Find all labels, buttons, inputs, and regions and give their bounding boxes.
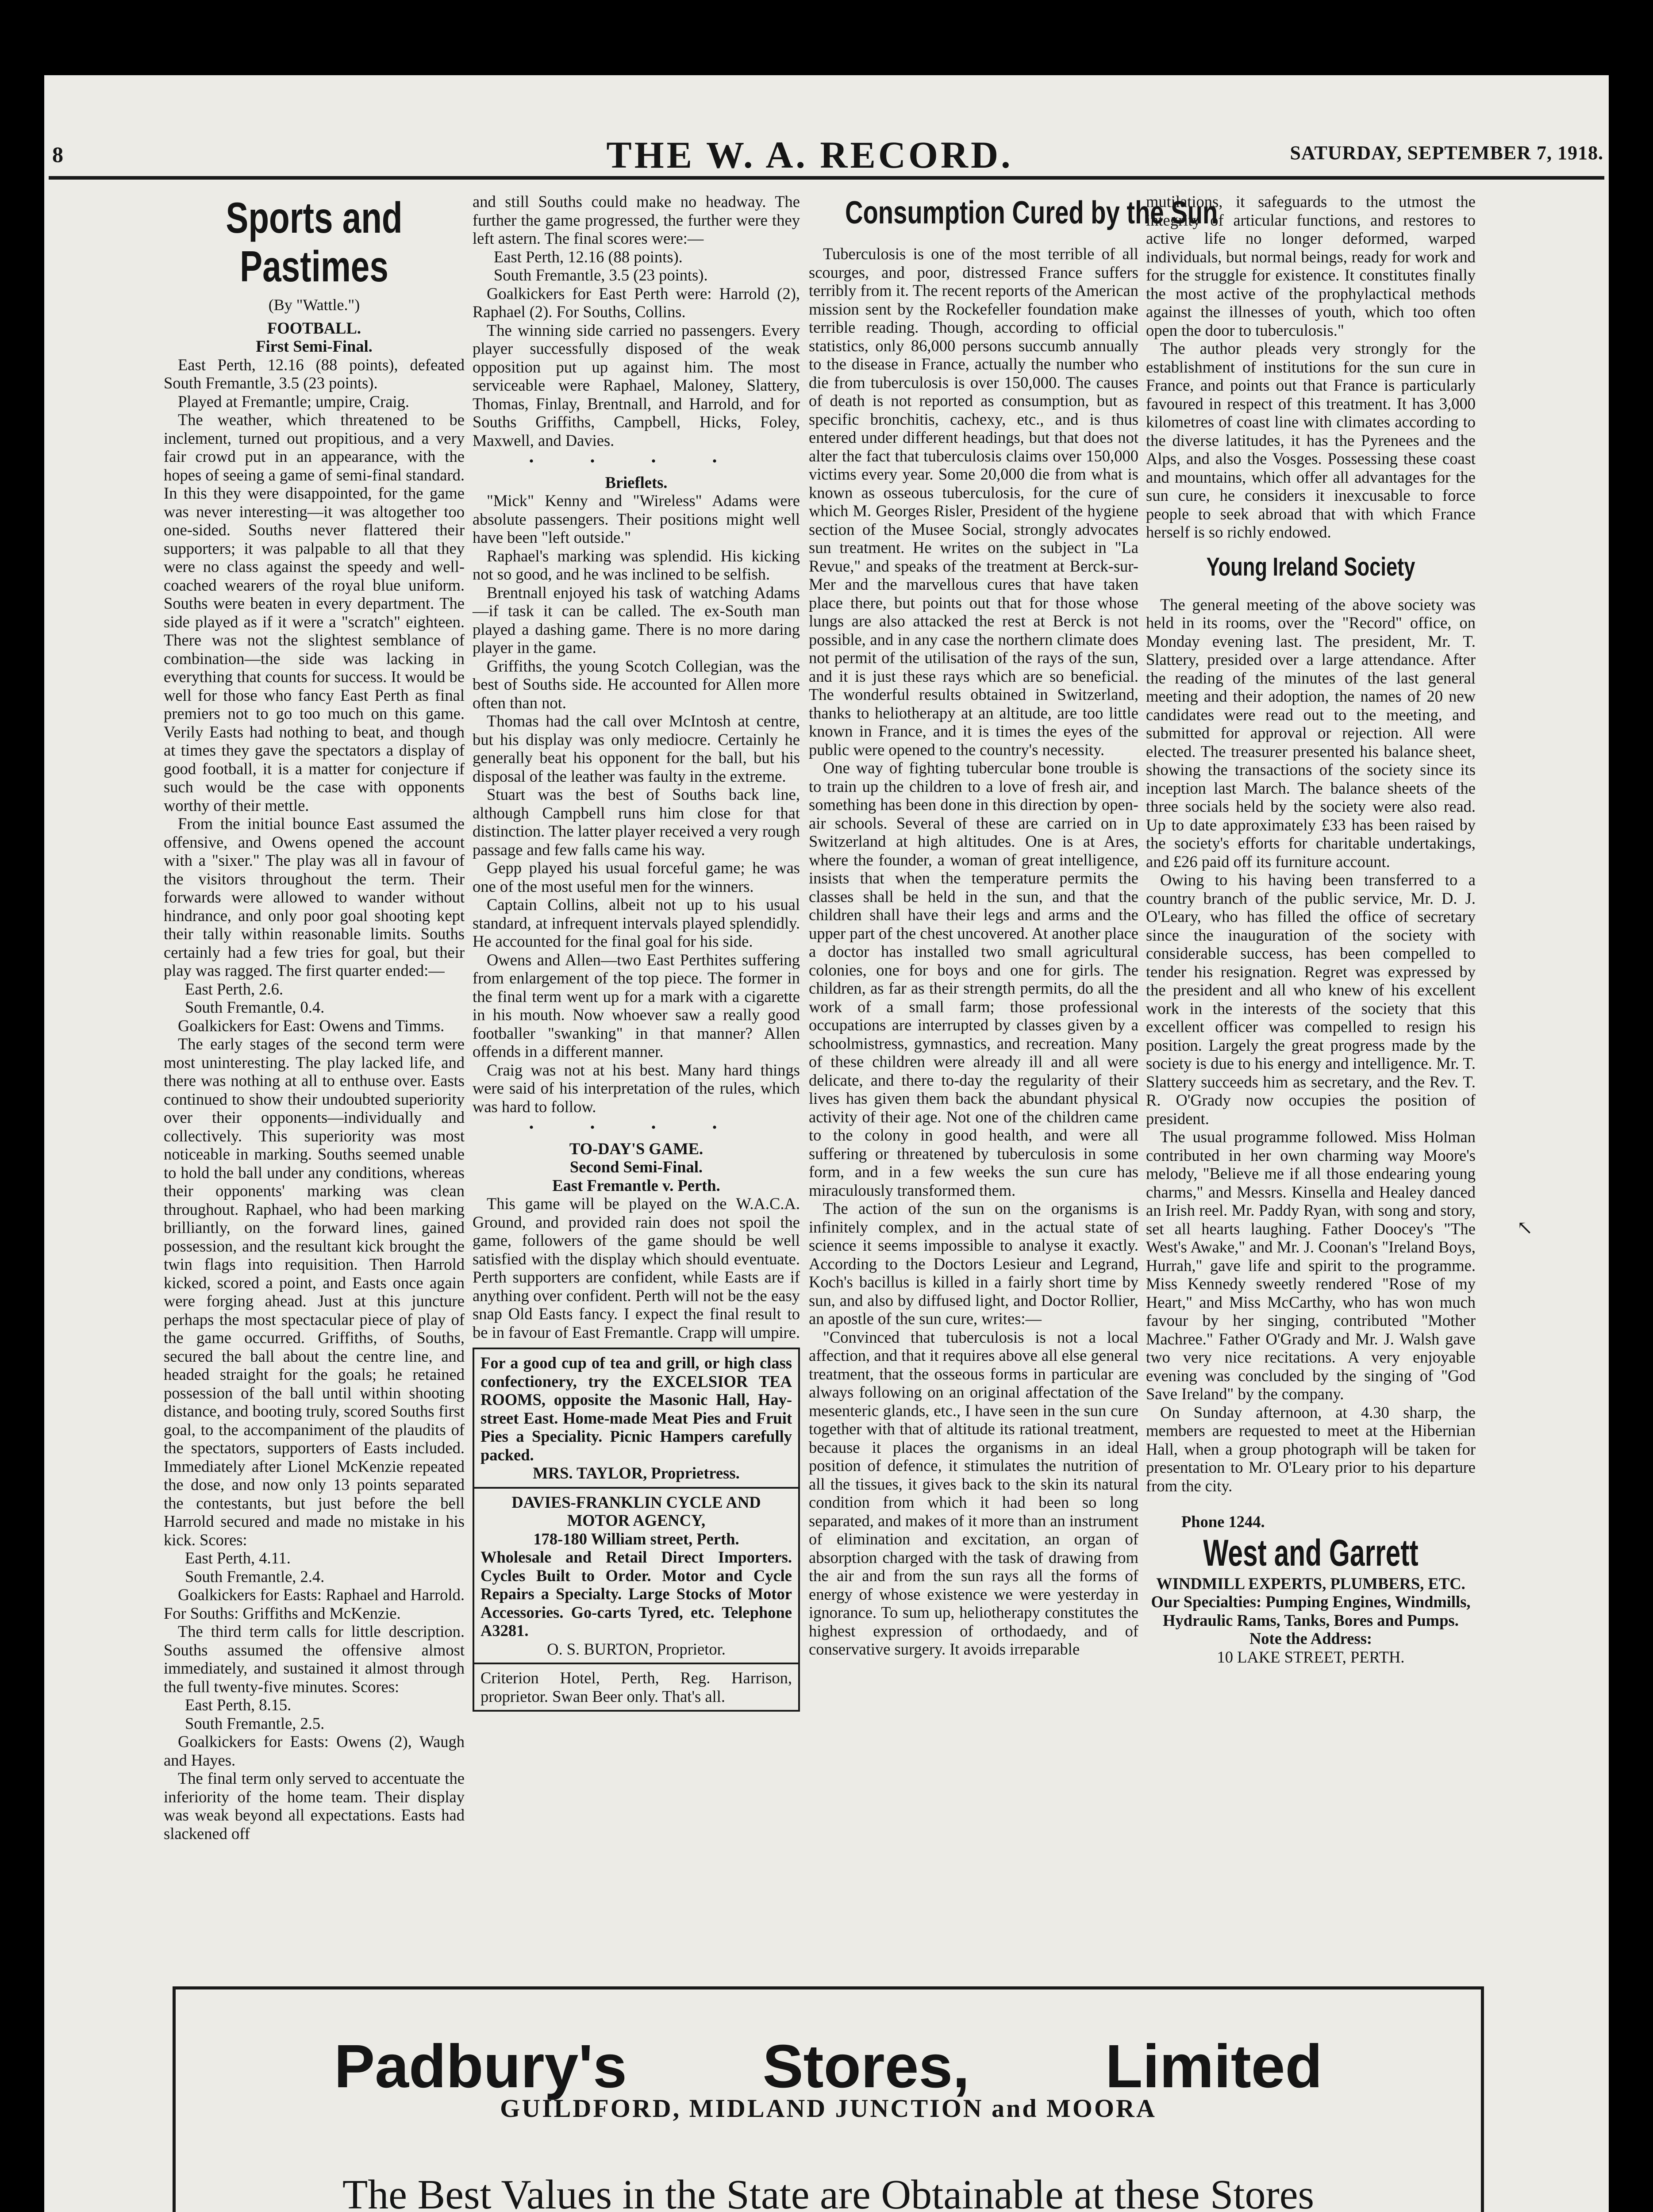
issue-date: SATURDAY, SEPTEMBER 7, 1918.	[1290, 142, 1603, 164]
paragraph: The final term only served to accentuate the inferiority of the home team. Their display was weak beyond all expectations. Easts had slackened off	[164, 1769, 465, 1843]
column-sports	[164, 192, 465, 1984]
score-line: East Perth, 2.6.	[185, 979, 284, 998]
advert-line: Our Specialties: Pumping Engines, Windmills, Hydraulic Rams, Tanks, Bores and Pumps.	[1151, 1593, 1471, 1629]
page-number: 8	[52, 142, 63, 167]
paragraph: East Perth, 12.16 (88 points), defeated South Fremantle, 3.5 (23 points).	[164, 355, 465, 392]
brieflet: "Mick" Kenny and "Wireless" Adams were absolute passengers. Their positions might well have been "left outside."	[473, 492, 800, 546]
score-line: South Fremantle, 2.5.	[185, 1714, 325, 1732]
advert-address: 178-180 William street, Perth.	[533, 1529, 739, 1548]
brieflet: Stuart was the best of Souths back line, although Campbell runs him close for that distinction. The latter player received a very rough passage and few falls came his way.	[473, 785, 800, 859]
advert-text: For a good cup of tea and grill, or high class confectionery, try the EXCELSIOR TEA ROOMS, opposite the Masonic Hall, Hay-street East. Home-made Meat Pies and Fruit Pies a Speciality. Picnic Hampers carefully packed.	[481, 1354, 792, 1464]
advert-line: Note the Address:	[1249, 1629, 1372, 1647]
paragraph: One way of fighting tubercular bone trouble is to train up the children to a love of fresh air, and something has been done in this direction by open-air schools. Several of these are carried on in Switzerland at high altitudes. One is at Ares, where the founder, a woman of great intelligence, insists that when the temperature permits the classes shall be held in the sun, and that the children shall have their legs and arms and the upper part of the chest uncovered. At another place a doctor has installed two small agricultural colonies, one for boys and one for girls. The children, as far as their strength permits, do all the work of a small farm; those professional occupations are interrupted by classes given by a schoolmistress, gymnastics, and recreation. Many of these children were already ill and all were delicate, and there to-day the regularity of their lives has given them back the abundant physical activity of their age. Not one of the children came to the colony in good health, and were all suffering or threatened by tuberculosis in some form, and in a few weeks the sun cure has miraculously transformed them.	[809, 759, 1138, 1199]
brieflet: Owens and Allen—two East Perthites suffering from enlargement of the top piece. The former in the final term went up for a mark with a cigarette in his mouth. Now whoever saw a really good footballer "swanking" in that manner? Allen offends in a different manner.	[473, 950, 800, 1060]
paragraph: From the initial bounce East assumed the offensive, and Owens opened the account with a "sixer." The play was all in favour of the visitors throughout the term. Their forwards were allowed to wander without hindrance, and only poor goal shooting kept their tally within reasonable limits. Souths certainly had a few tries for goal, but their play was ragged. The first quarter ended:—	[164, 814, 465, 979]
subhead-fixture: East Fremantle v. Perth.	[552, 1176, 720, 1194]
advert-text: Wholesale and Retail Direct Importers. Cycles Built to Order. Motor and Cycle Repairs a Specialty. Large Stocks of Motor Accessories. Go-carts Tyred, etc. Telephone A3281.	[481, 1548, 792, 1640]
advert-title	[176, 2032, 1481, 2102]
advert-padburys-stores	[173, 1986, 1484, 2212]
page-header	[44, 133, 1609, 176]
paragraph: On Sunday afternoon, at 4.30 sharp, the members are requested to meet at the Hibernian Hall, when a group photograph will be taken for presentation to Mr. O'Leary prior to his departure from the city.	[1146, 1403, 1476, 1495]
subhead-second-semi: Second Semi-Final.	[569, 1158, 703, 1176]
subhead-first-semi: First Semi-Final.	[256, 337, 373, 355]
score-line: South Fremantle, 0.4.	[185, 998, 325, 1016]
paragraph: and still Souths could make no headway. The further the game progressed, the further were they left astern. The final scores were:—	[473, 192, 800, 247]
byline: (By "Wattle.")	[268, 296, 360, 314]
paragraph: The weather, which threatened to be inclement, turned out propitious, and a very fair crowd put in an appearance, with the hopes of seeing a game of semi-final standard. In this they were disappointed, for the game was never interesting—it was altogether too one-sided. Souths never flattered their supporters; it was palpable to all that they were no class against the speedy and well-coached wearers of the royal blue uniform. Souths were beaten in every department. The side played as if it were a "scratch" eighteen. There was not the slightest semblance of combination—the side was lacking in everything that counts for success. It would be well for those who fancy East Perth as final premiers not to go too much on this game. Verily Easts had nothing to beat, and though at times they gave the spectators a display of good football, it is a matter for conjecture if such would be the case with opponents worthy of their mettle.	[164, 411, 465, 814]
title-word: Limited	[1105, 2032, 1322, 2101]
paragraph: The early stages of the second term were most uninteresting. The play lacked life, and there was nothing at all to enthuse over. Easts continued to show their undoubted superiority over their opponents—individually and collectively. This superiority was most noticeable in marking. Souths seemed unable to hold the ball under any conditions, whereas their opponents' marking was clean throughout. Raphael, who had been marking brilliantly, on the forward lines, gained possession, and the resultant kick brought the twin flags into requisition. Then Harrold kicked, scored a point, and Easts once again were forging ahead. Just at this juncture perhaps the most spectacular piece of play of the game occurred. Griffiths, of Souths, secured the ball about the centre line, and headed straight for the goals; he retained possession of the ball until within shooting distance, and booting truly, scored Souths first goal, to the accompaniment of the plaudits of the spectators, supporters of Easts included. Immediately after Lionel McKenzie repeated the dose, and now only 13 points separated the contestants, but just before the bell Harrold secured and made no mistake in his kick. Scores:	[164, 1035, 465, 1549]
advert-west-and-garrett	[1146, 1513, 1476, 1666]
advert-phone: Phone 1244.	[1181, 1513, 1265, 1531]
advert-line: WINDMILL EXPERTS, PLUMBERS, ETC.	[1156, 1574, 1465, 1593]
brieflet: Captain Collins, albeit not up to his usual standard, at infrequent intervals played splendidly. He accounted for the final goal for his side.	[473, 895, 800, 950]
goalkickers: Goalkickers for Easts: Raphael and Harrold. For Souths: Griffiths and McKenzie.	[164, 1586, 465, 1622]
goalkickers: Goalkickers for East Perth were: Harrold (2), Raphael (2). For Souths, Collins.	[473, 284, 800, 321]
paragraph: Owing to his having been transferred to a country branch of the public service, Mr. D. J. O'Leary, who has filled the office of secretary since the inauguration of the society with considerable success, has been compelled to tender his resignation. Regret was expressed by the president and all who knew of his excellent work in the interests of the society that this excellent officer was compelled to resign his position. Largely the great progress made by the society is due to his energy and intelligence. Mr. T. Slattery succeeds him as secretary, and the Rev. T. R. O'Grady now occupies the position of president.	[1146, 871, 1476, 1128]
brieflet: Griffiths, the young Scotch Collegian, was the best of Souths side. He accounted for Allen more often than not.	[473, 657, 800, 712]
subhead-brieflets: Brieflets.	[605, 473, 668, 492]
score-line: East Perth, 8.15.	[185, 1696, 292, 1714]
mouse-cursor-icon: ↖	[1517, 1217, 1533, 1239]
paragraph: The usual programme followed. Miss Holman contributed in her own charming way Moore's melody, "Believe me if all those endearing young charms," and Messrs. Kinsella and Healey danced an Irish reel. Mr. Paddy Ryan, with song and story, set all hearts laughing. Father Doocey's "The West's Awake," and Mr. J. Coonan's "Ireland Boys, Hurrah," gave life and spirit to the programme. Miss Kennedy sweetly rendered "Rose of my Heart," and Miss McCarthy, who has won much favour by her singing, contributed "Mother Machree." Father O'Grady and Mr. J. Walsh gave two very nice recitations. A very enjoyable evening was concluded by the singing of "God Save Ireland" by the company.	[1146, 1128, 1476, 1403]
title-word: Padbury's	[334, 2032, 627, 2101]
column-consumption	[809, 192, 1218, 1984]
score-line: East Perth, 12.16 (88 points).	[494, 247, 683, 266]
paragraph: This game will be played on the W.A.C.A. Ground, and provided rain does not spoil the game, followers of the game should be well satisfied with the display which should eventuate. Perth supporters are confident, while Easts are if anything over confident. Perth will not be the easy snap Old Easts fancy. I expect the final result to be in favour of East Fremantle. Crapp will umpire.	[473, 1194, 800, 1341]
score-line: South Fremantle, 3.5 (23 points).	[494, 266, 708, 284]
score-line: East Perth, 4.11.	[185, 1549, 291, 1567]
goalkickers: Goalkickers for East: Owens and Timms.	[178, 1016, 445, 1035]
paragraph: The author pleads very strongly for the establishment of institutions for the sun cure in France, and points out that France is particularly favoured in respect of this treatment. It has 3,000 kilometres of coast line with climates according to the diverse latitudes, it has the Pyrenees and the Alps, and also the Vosges. Possessing these coast and mountains, which offer all advantages for the sun cure, he considers it inexcusable to force people to seek abroad that with which France herself is so richly endowed.	[1146, 339, 1476, 541]
paragraph: "Convinced that tuberculosis is not a local affection, and that it requires above all else general treatment, that the osseous forms in particular are always following on an original affectation of the mesenteric glands, etc., I have seen in the sun cure together with that of altitude its rational treatment, because it places the organisms in an ideal position of defence, it stimulates the nutrition of all the tissues, it gives back to the skin its natural condition from which it had been so long separated, and makes of it more than an instrument of elimination and excitation, an organ of absorption charged with the task of drawing from the air and from the sun rays all the forms of energy of whose existence we were yesterday in ignorance. To sum up, heliotherapy constitutes the highest expression of orthodaedy, and of conservative surgery. It avoids irreparable	[809, 1328, 1138, 1658]
advert-signature: O. S. BURTON, Proprietor.	[547, 1640, 726, 1658]
headline-sports: Sports and Pastimes	[226, 193, 403, 291]
advert-text: Criterion Hotel, Perth, Reg. Harrison, proprietor. Swan Beer only. That's all.	[481, 1669, 792, 1705]
headline-consumption: Consumption Cured by the Sun	[845, 195, 1218, 230]
advert-davies-franklin	[473, 1489, 800, 1665]
brieflet: Gepp played his usual forceful game; he was one of the most useful men for the winners.	[473, 859, 800, 895]
paragraph: The winning side carried no passengers. Every player successfully disposed of the weak opposition put up against him. The most serviceable were Raphael, Maloney, Slattery, Thomas, Finlay, Brentnall, and Harrold, and for Souths Griffiths, Campbell, Hicks, Foley, Maxwell, and Davies.	[473, 321, 800, 449]
advert-excelsior-tea-rooms	[473, 1348, 800, 1489]
masthead: THE W. A. RECORD.	[606, 134, 1013, 176]
brieflet: Raphael's marking was splendid. His kicking not so good, and he was inclined to be selfish.	[473, 546, 800, 583]
paragraph: The action of the sun on the organisms is infinitely complex, and in the actual state of science it seems impossible to analyse it exactly. According to the Doctors Lesieur and Legrand, Koch's bacillus is killed in a fairly short time by sun, and also by diffused light, and Doctor Rollier, an apostle of the sun cure, writes:—	[809, 1199, 1138, 1328]
advert-criterion-hotel	[473, 1664, 800, 1712]
column-young-ireland	[1146, 192, 1476, 1984]
brieflet: Thomas had the call over McIntosh at centre, but his display was only mediocre. Certainly he generally beat his opponent for the ball, but his disposal of the leather was faulty in the extreme.	[473, 712, 800, 785]
title-word: Stores,	[762, 2032, 970, 2101]
paragraph: mutilations, it safeguards to the utmost the integrity of articular functions, and restores to active life no longer deformed, warped individuals, but normal beings, ready for work and for the struggle for existence. It constitutes finally the most active of the prophylactical methods against the illnesses of youth, which too often open the door to tuberculosis."	[1146, 192, 1476, 339]
newspaper-page	[44, 75, 1609, 2212]
brieflet: Craig was not at his best. Many hard things were said of his interpretation of the rules, which was hard to follow.	[473, 1060, 800, 1116]
section-divider-dots: • • • •	[529, 1120, 744, 1135]
advert-locations: GUILDFORD, MIDLAND JUNCTION and MOORA	[500, 2094, 1157, 2123]
advert-line: The Best Values in the State are Obtainable at these Stores	[342, 2172, 1315, 2212]
column-sports-continued	[473, 192, 800, 1984]
paragraph: Tuberculosis is one of the most terrible of all scourges, and poor, distressed France suffers terribly from it. The recent reports of the American mission sent by the Rockefeller foundation make terrible reading. Though, according to official statistics, only 86,000 persons succumb annually to the disease in France, actually the number who die from tuberculosis is over 150,000. The causes of death is not reported as consumption, but as specific bronchitis, cachexy, etc., and is thus entered under different headings, but that does not alter the fact that tuberculosis claims over 150,000 victims every year. Some 20,000 die from what is known as osseous tuberculosis, for the cure of which M. Georges Risler, President of the hygiene section of the Musee Social, strongly advocates sun treatment. He writes on the subject in "La Revue," and speaks of the treatment at Berck-sur-Mer and the marvellous cures that have taken place there, but points out that for those whose lungs are also attacked the rest at Berck is not possible, and in any case the northern climate does not permit of the utilisation of the rays of the sun, and it is just these rays which are so beneficial. The wonderful results obtained in Switzerland, thanks to heliotherapy at an altitude, are too little known in France, and it is times the eyes of the public were opened to the country's necessity.	[809, 245, 1138, 759]
goalkickers: Goalkickers for Easts: Owens (2), Waugh and Hayes.	[164, 1732, 465, 1769]
paragraph: Played at Fremantle; umpire, Craig.	[178, 392, 410, 411]
score-line: South Fremantle, 2.4.	[185, 1567, 325, 1586]
advert-address: 10 LAKE STREET, PERTH.	[1217, 1647, 1405, 1666]
paragraph: The general meeting of the above society was held in its rooms, over the "Record" office, on Monday evening last. The president, Mr. T. Slattery, presided over a large attendance. After the reading of the minutes of the last general meeting and their adoption, the names of 20 new candidates were read out to the meeting, and submitted for approval or rejection. All were elected. The treasurer presented his balance sheet, showing the transactions of the society since its inception last March. The balance sheets of the three socials held by the society were also read. Up to date approximately £33 has been raised by the society's efforts for charitable undertakings, and £26 paid off its furniture account.	[1146, 595, 1476, 871]
paragraph: The third term calls for little description. Souths assumed the offensive almost immediately, and sustained it almost through the full twenty-five minutes. Scores:	[164, 1622, 465, 1696]
header-rule	[49, 176, 1604, 180]
section-divider-dots: • • • •	[529, 454, 744, 469]
advert-title: DAVIES-FRANKLIN CYCLE AND MOTOR AGENCY,	[511, 1493, 761, 1529]
headline-young-ireland: Young Ireland Society	[1206, 552, 1415, 581]
advert-signature: MRS. TAYLOR, Proprietress.	[533, 1464, 740, 1482]
section-football: FOOTBALL.	[267, 319, 361, 337]
subhead-todays-game: TO-DAY'S GAME.	[569, 1139, 703, 1158]
advert-title: West and Garrett	[1203, 1532, 1419, 1574]
brieflet: Brentnall enjoyed his task of watching Adams—if task it can be called. The ex-South man played a dashing game. There is no more daring player in the game.	[473, 583, 800, 657]
